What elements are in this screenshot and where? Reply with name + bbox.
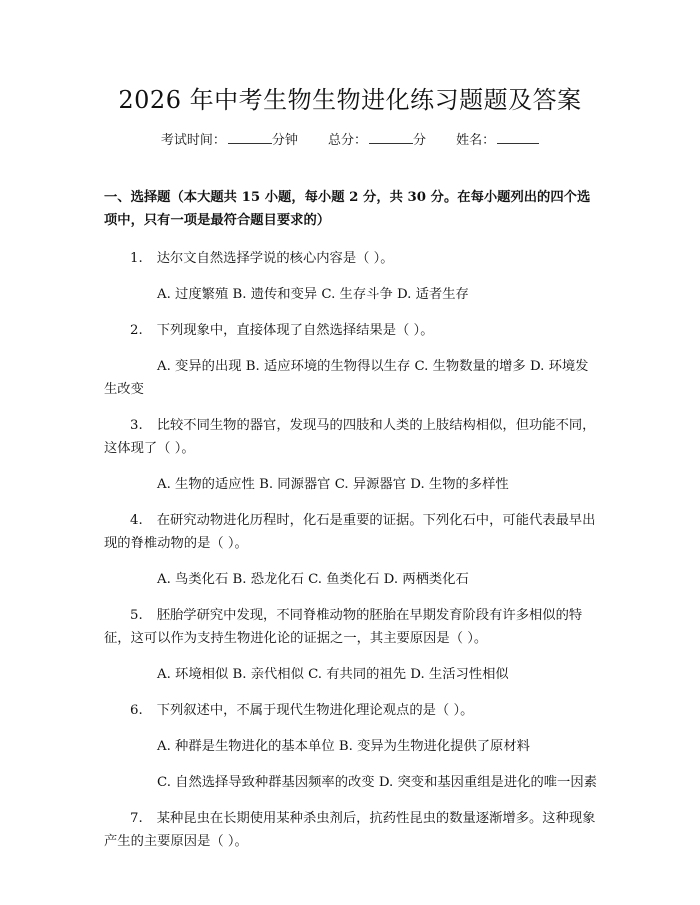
- score-unit: 分: [413, 133, 427, 148]
- score-field: [328, 131, 426, 151]
- exam-info: [0, 131, 700, 151]
- question-stem: [104, 414, 601, 460]
- question-stem: [104, 699, 601, 722]
- question-stem: [104, 807, 601, 853]
- question-7: [104, 807, 601, 853]
- question-text: 在研究动物进化历程时，化石是重要的证据。下列化石中，可能代表最早出现的脊椎动物的是（ ）。: [104, 513, 596, 551]
- question-number: 6.: [130, 703, 143, 718]
- score-blank: [369, 131, 413, 144]
- question-text: 胚胎学研究中发现，不同脊椎动物的胚胎在早期发育阶段有许多相似的特征，这可以作为支持生物进化论的证据之一，其主要原因是（ ）。: [104, 608, 583, 646]
- question-number: 3.: [130, 418, 143, 433]
- exam-content: [104, 186, 601, 866]
- question-text: 下列叙述中，不属于现代生物进化理论观点的是（ ）。: [156, 703, 474, 718]
- name-blank: [497, 131, 539, 144]
- question-options: A. 变异的出现 B. 适应环境的生物得以生存 C. 生物数量的增多 D. 环境发生改变: [104, 359, 589, 397]
- question-number: 2.: [130, 323, 143, 338]
- name-label: 姓名：: [456, 133, 496, 148]
- question-options: A. 过度繁殖 B. 遗传和变异 C. 生存斗争 D. 适者生存: [157, 287, 469, 302]
- section-header: 一、选择题（本大题共 15 小题，每小题 2 分，共 30 分。在每小题列出的四个选项中，只有一项是最符合题目要求的）: [104, 190, 591, 228]
- question-2: [104, 319, 601, 401]
- time-blank: [228, 131, 272, 144]
- score-label: 总分：: [327, 133, 367, 148]
- question-text: 比较不同生物的器官，发现马的四肢和人类的上肢结构相似，但功能不同，这体现了（ ）。: [104, 418, 596, 456]
- question-number: 4.: [130, 513, 143, 528]
- question-options: C. 自然选择导致种群基因频率的改变 D. 突变和基因重组是进化的唯一因素: [157, 775, 597, 790]
- question-5: [104, 604, 601, 686]
- question-4: [104, 509, 601, 591]
- question-number: 7.: [130, 811, 143, 826]
- question-stem: [104, 509, 601, 555]
- document-title: 2026 年中考生物生物进化练习题题及答案: [118, 86, 582, 114]
- time-label: 考试时间：: [160, 133, 226, 148]
- name-field: [456, 131, 539, 151]
- question-number: 1.: [130, 251, 143, 266]
- question-number: 5.: [130, 608, 143, 623]
- question-stem: [104, 319, 601, 342]
- question-options: A. 种群是生物进化的基本单位 B. 变异为生物进化提供了原材料: [157, 739, 530, 754]
- question-1: [104, 247, 601, 306]
- question-text: 达尔文自然选择学说的核心内容是（ ）。: [156, 251, 394, 266]
- question-options: A. 环境相似 B. 亲代相似 C. 有共同的祖先 D. 生活习性相似: [157, 667, 509, 682]
- question-6: [104, 699, 601, 794]
- question-text: 某种昆虫在长期使用某种杀虫剂后，抗药性昆虫的数量逐渐增多。这种现象产生的主要原因是（ ）。: [104, 811, 596, 849]
- question-stem: [104, 604, 601, 650]
- question-options: A. 鸟类化石 B. 恐龙化石 C. 鱼类化石 D. 两栖类化石: [157, 572, 469, 587]
- question-options: A. 生物的适应性 B. 同源器官 C. 异源器官 D. 生物的多样性: [157, 477, 509, 492]
- question-text: 下列现象中，直接体现了自然选择结果是（ ）。: [156, 323, 434, 338]
- question-stem: [104, 247, 601, 270]
- question-3: [104, 414, 601, 496]
- time-unit: 分钟: [271, 133, 298, 148]
- time-field: [161, 131, 298, 151]
